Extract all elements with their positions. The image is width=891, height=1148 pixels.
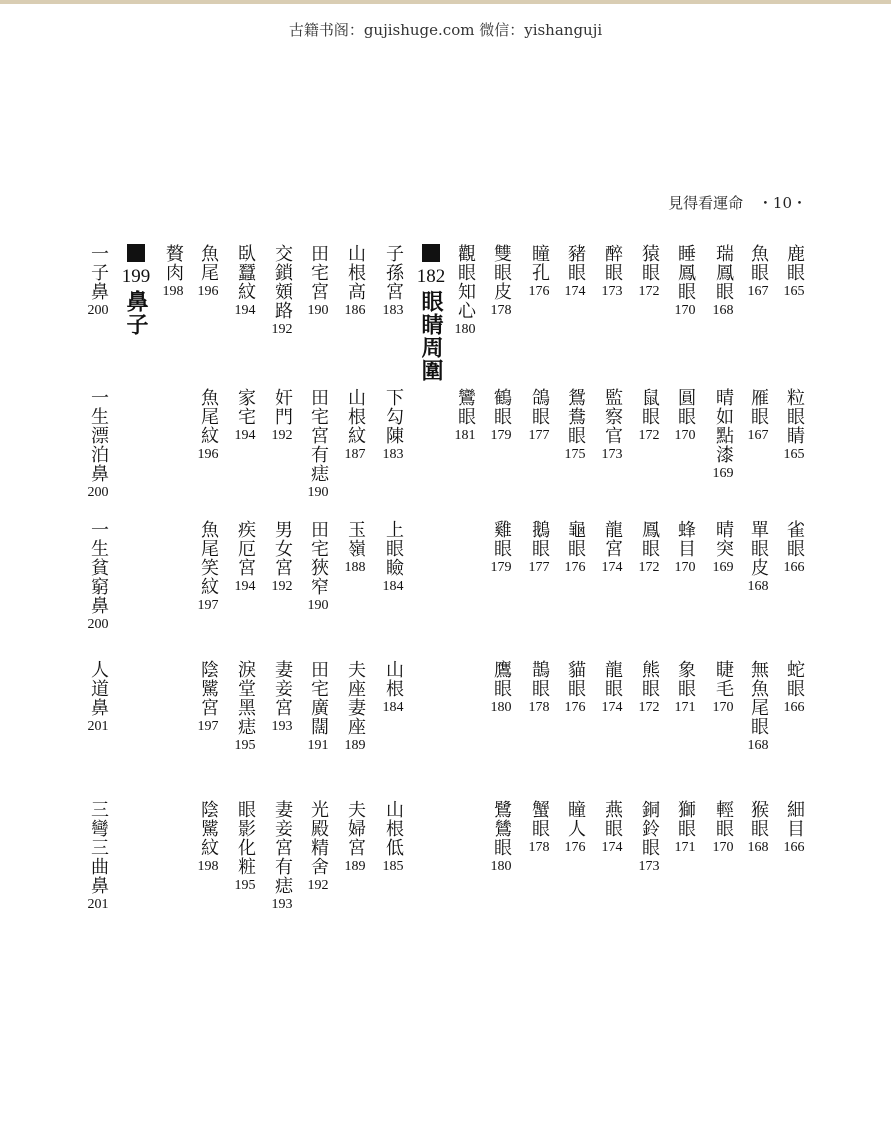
entry-name: 玉嶺	[345, 520, 366, 558]
index-entry	[85, 660, 111, 736]
entry-name: 蛇眼	[784, 660, 805, 698]
entry-page-number: 196	[197, 447, 219, 462]
entry-page-number: 200	[87, 617, 109, 632]
index-entry	[710, 660, 736, 717]
index-entry	[526, 388, 552, 445]
section-marker-square	[127, 244, 145, 262]
index-entry	[342, 800, 368, 876]
entry-page-number: 180	[490, 700, 512, 715]
entry-name: 瞳人	[565, 800, 586, 838]
entry-name: 陰騭宮	[198, 660, 219, 717]
index-entry	[342, 388, 368, 464]
entry-page-number: 172	[638, 284, 660, 299]
index-entry	[526, 660, 552, 717]
watermark: 古籍书阁：gujishuge.com 微信：yishanguji	[288, 21, 603, 39]
index-entry	[85, 244, 111, 320]
index-entry	[672, 244, 698, 320]
entry-name: 眼睛周圍	[418, 290, 444, 382]
index-entry	[745, 520, 771, 596]
index-entry	[232, 800, 258, 895]
entry-name: 魚眼	[748, 244, 769, 282]
entry-name: 一子鼻	[88, 244, 109, 301]
entry-page-number: 194	[234, 579, 256, 594]
index-entry	[562, 520, 588, 577]
entry-page-number: 177	[528, 428, 550, 443]
index-entry	[488, 388, 514, 445]
index-entry	[710, 520, 736, 577]
index-entry	[305, 388, 331, 502]
entry-page-number: 170	[674, 428, 696, 443]
entry-page-number: 167	[747, 284, 769, 299]
entry-name: 山根紋	[345, 388, 366, 445]
entry-name: 醉眼	[602, 244, 623, 282]
index-entry	[488, 800, 514, 876]
entry-page-number: 197	[197, 719, 219, 734]
entry-name: 晴突	[713, 520, 734, 558]
entry-name: 鴿眼	[529, 388, 550, 426]
entry-name: 豬眼	[565, 244, 586, 282]
index-entry	[380, 660, 406, 717]
entry-name: 蜂目	[675, 520, 696, 558]
entry-name: 蟹眼	[529, 800, 550, 838]
entry-page-number: 170	[674, 560, 696, 575]
entry-name: 人道鼻	[88, 660, 109, 717]
entry-page-number: 170	[674, 303, 696, 318]
index-entry	[710, 244, 736, 320]
entry-name: 田宅廣闊	[308, 660, 329, 736]
index-entry	[269, 800, 295, 914]
index-entry	[195, 800, 221, 876]
index-entry	[745, 800, 771, 857]
index-entry	[380, 244, 406, 320]
entry-page-number: 172	[638, 700, 660, 715]
entry-name: 鸞眼	[455, 388, 476, 426]
index-entry	[232, 660, 258, 755]
entry-page-number: 170	[712, 700, 734, 715]
entry-name: 睡鳳眼	[675, 244, 696, 301]
entry-name: 貓眼	[565, 660, 586, 698]
entry-name: 猿眼	[639, 244, 660, 282]
index-entry	[636, 388, 662, 445]
entry-page-number: 201	[87, 897, 109, 912]
entry-page-number: 168	[747, 840, 769, 855]
entry-page-number: 174	[564, 284, 586, 299]
entry-page-number: 171	[674, 840, 696, 855]
index-entry	[745, 660, 771, 755]
entry-name: 眼影化粧	[235, 800, 256, 876]
entry-name: 子孫宮	[383, 244, 404, 301]
index-entry	[380, 520, 406, 596]
entry-page-number: 194	[234, 428, 256, 443]
entry-name: 龜眼	[565, 520, 586, 558]
entry-name: 下勾陳	[383, 388, 404, 445]
entry-page-number: 183	[382, 447, 404, 462]
index-entry	[636, 660, 662, 717]
entry-name: 雀眼	[784, 520, 805, 558]
index-entry	[781, 388, 807, 464]
entry-name: 奸門	[272, 388, 293, 426]
index-entry	[380, 388, 406, 464]
entry-name: 鼻子	[123, 290, 149, 336]
entry-name: 雁眼	[748, 388, 769, 426]
index-entry	[342, 520, 368, 577]
index-entry	[232, 520, 258, 596]
index-entry	[488, 244, 514, 320]
entry-page-number: 190	[307, 303, 329, 318]
entry-name: 雙眼皮	[491, 244, 512, 301]
entry-name: 輕眼	[713, 800, 734, 838]
entry-name: 鶴眼	[491, 388, 512, 426]
entry-name: 魚尾	[198, 244, 219, 282]
entry-name: 上眼瞼	[383, 520, 404, 577]
index-entry	[488, 660, 514, 717]
index-entry	[672, 520, 698, 577]
index-entry	[85, 520, 111, 634]
entry-name: 魚尾笑紋	[198, 520, 219, 596]
entry-name: 夫婦宮	[345, 800, 366, 857]
entry-page-number: 179	[490, 428, 512, 443]
entry-page-number: 200	[87, 485, 109, 500]
entry-page-number: 166	[783, 840, 805, 855]
index-entry	[526, 800, 552, 857]
index-entry	[305, 660, 331, 755]
entry-page-number: 189	[344, 738, 366, 753]
entry-page-number: 188	[344, 560, 366, 575]
section-heading	[418, 244, 444, 382]
entry-page-number: 174	[601, 560, 623, 575]
entry-page-number: 176	[528, 284, 550, 299]
index-entry	[195, 520, 221, 615]
entry-page-number: 198	[197, 859, 219, 874]
entry-name: 晴如點漆	[713, 388, 734, 464]
index-entry	[745, 388, 771, 445]
entry-page-number: 178	[528, 700, 550, 715]
entry-page-number: 180	[454, 322, 476, 337]
entry-page-number: 173	[601, 447, 623, 462]
index-entry	[672, 660, 698, 717]
entry-page-number: 169	[712, 560, 734, 575]
index-entry	[195, 660, 221, 736]
index-entry	[710, 800, 736, 857]
entry-page-number: 194	[234, 303, 256, 318]
entry-name: 雞眼	[491, 520, 512, 558]
entry-name: 淚堂黑痣	[235, 660, 256, 736]
entry-name: 妻妾宮有痣	[272, 800, 293, 895]
entry-name: 燕眼	[602, 800, 623, 838]
book-title: 見得看運命	[668, 194, 744, 212]
index-entry	[599, 244, 625, 301]
entry-page-number: 168	[747, 579, 769, 594]
entry-page-number: 199	[121, 266, 151, 287]
index-entry	[452, 244, 478, 339]
entry-page-number: 182	[416, 266, 446, 287]
entry-page-number: 166	[783, 700, 805, 715]
entry-name: 瞳孔	[529, 244, 550, 282]
entry-name: 瑞鳳眼	[713, 244, 734, 301]
entry-name: 一生漂泊鼻	[88, 388, 109, 483]
entry-name: 熊眼	[639, 660, 660, 698]
entry-page-number: 174	[601, 840, 623, 855]
entry-name: 臥蠶紋	[235, 244, 256, 301]
index-entry	[710, 388, 736, 483]
index-entry	[232, 244, 258, 320]
entry-name: 山根	[383, 660, 404, 698]
entry-name: 男女宮	[272, 520, 293, 577]
entry-page-number: 165	[783, 447, 805, 462]
entry-name: 龍眼	[602, 660, 623, 698]
index-entry	[526, 244, 552, 301]
index-entry	[636, 244, 662, 301]
entry-name: 睫毛	[713, 660, 734, 698]
index-entry	[305, 800, 331, 895]
entry-page-number: 200	[87, 303, 109, 318]
entry-page-number: 185	[382, 859, 404, 874]
index-entry	[305, 520, 331, 615]
page-number: ・10・	[757, 194, 807, 212]
index-entry	[269, 388, 295, 445]
index-entry	[599, 660, 625, 717]
entry-page-number: 195	[234, 738, 256, 753]
index-entry	[636, 800, 662, 876]
entry-page-number: 178	[490, 303, 512, 318]
entry-page-number: 172	[638, 428, 660, 443]
entry-name: 鹿眼	[784, 244, 805, 282]
index-entry	[599, 388, 625, 464]
entry-name: 陰騭紋	[198, 800, 219, 857]
index-entry	[195, 244, 221, 301]
entry-page-number: 198	[162, 284, 184, 299]
entry-name: 猴眼	[748, 800, 769, 838]
entry-name: 山根低	[383, 800, 404, 857]
entry-name: 三彎三曲鼻	[88, 800, 109, 895]
index-entry	[562, 388, 588, 464]
entry-name: 鼠眼	[639, 388, 660, 426]
entry-name: 鳳眼	[639, 520, 660, 558]
entry-page-number: 176	[564, 700, 586, 715]
entry-name: 山根高	[345, 244, 366, 301]
entry-page-number: 176	[564, 560, 586, 575]
entry-page-number: 170	[712, 840, 734, 855]
entry-name: 田宅狹窄	[308, 520, 329, 596]
entry-name: 光殿精舍	[308, 800, 329, 876]
index-entry	[562, 800, 588, 857]
entry-name: 圓眼	[675, 388, 696, 426]
entry-name: 妻妾宮	[272, 660, 293, 717]
index-entry	[672, 800, 698, 857]
entry-page-number: 171	[674, 700, 696, 715]
entry-page-number: 181	[454, 428, 476, 443]
entry-page-number: 192	[271, 322, 293, 337]
index-entry	[269, 520, 295, 596]
entry-page-number: 190	[307, 598, 329, 613]
entry-page-number: 165	[783, 284, 805, 299]
index-entry	[562, 244, 588, 301]
index-entry	[745, 244, 771, 301]
entry-name: 夫座妻座	[345, 660, 366, 736]
entry-page-number: 192	[271, 579, 293, 594]
entry-name: 獅眼	[675, 800, 696, 838]
index-entry	[452, 388, 478, 445]
entry-name: 鷹眼	[491, 660, 512, 698]
index-entry	[269, 244, 295, 339]
entry-page-number: 186	[344, 303, 366, 318]
entry-name: 鴛鴦眼	[565, 388, 586, 445]
entry-name: 粒眼睛	[784, 388, 805, 445]
index-entry	[599, 520, 625, 577]
entry-page-number: 177	[528, 560, 550, 575]
index-entry	[781, 244, 807, 301]
index-entry	[599, 800, 625, 857]
index-entry	[305, 244, 331, 320]
index-entry	[380, 800, 406, 876]
entry-page-number: 178	[528, 840, 550, 855]
entry-name: 銅鈴眼	[639, 800, 660, 857]
entry-page-number: 192	[307, 878, 329, 893]
entry-page-number: 166	[783, 560, 805, 575]
entry-name: 贅肉	[163, 244, 184, 282]
section-heading	[123, 244, 149, 336]
entry-name: 象眼	[675, 660, 696, 698]
index-entry	[342, 660, 368, 755]
entry-page-number: 176	[564, 840, 586, 855]
entry-page-number: 191	[307, 738, 329, 753]
entry-name: 細目	[784, 800, 805, 838]
entry-page-number: 195	[234, 878, 256, 893]
entry-page-number: 168	[747, 738, 769, 753]
entry-page-number: 193	[271, 897, 293, 912]
entry-name: 單眼皮	[748, 520, 769, 577]
entry-page-number: 183	[382, 303, 404, 318]
entry-name: 無魚尾眼	[748, 660, 769, 736]
entry-name: 家宅	[235, 388, 256, 426]
entry-page-number: 168	[712, 303, 734, 318]
index-entry	[562, 660, 588, 717]
entry-name: 魚尾紋	[198, 388, 219, 445]
index-entry	[232, 388, 258, 445]
entry-page-number: 180	[490, 859, 512, 874]
index-entry	[85, 800, 111, 914]
entry-name: 交鎖頞路	[272, 244, 293, 320]
entry-name: 田宅宮有痣	[308, 388, 329, 483]
entry-name: 一生貧窮鼻	[88, 520, 109, 615]
entry-page-number: 172	[638, 560, 660, 575]
entry-page-number: 175	[564, 447, 586, 462]
entry-name: 監察官	[602, 388, 623, 445]
entry-name: 疾厄宮	[235, 520, 256, 577]
index-entry	[526, 520, 552, 577]
index-entry	[160, 244, 186, 301]
entry-page-number: 173	[601, 284, 623, 299]
entry-page-number: 193	[271, 719, 293, 734]
entry-name: 觀眼知心	[455, 244, 476, 320]
entry-name: 田宅宮	[308, 244, 329, 301]
entry-page-number: 197	[197, 598, 219, 613]
index-entry	[488, 520, 514, 577]
entry-page-number: 184	[382, 700, 404, 715]
entry-name: 龍宮	[602, 520, 623, 558]
index-entry	[636, 520, 662, 577]
entry-page-number: 179	[490, 560, 512, 575]
entry-page-number: 196	[197, 284, 219, 299]
entry-name: 鷺鷥眼	[491, 800, 512, 857]
section-marker-square	[422, 244, 440, 262]
index-entry	[781, 660, 807, 717]
entry-page-number: 169	[712, 466, 734, 481]
entry-page-number: 201	[87, 719, 109, 734]
entry-page-number: 173	[638, 859, 660, 874]
index-entry	[781, 800, 807, 857]
entry-page-number: 190	[307, 485, 329, 500]
index-entry	[672, 388, 698, 445]
index-entry	[342, 244, 368, 320]
index-entry	[781, 520, 807, 577]
entry-page-number: 187	[344, 447, 366, 462]
entry-page-number: 184	[382, 579, 404, 594]
entry-page-number: 174	[601, 700, 623, 715]
entry-page-number: 189	[344, 859, 366, 874]
index-entry	[85, 388, 111, 502]
index-entry	[195, 388, 221, 464]
index-entry	[269, 660, 295, 736]
entry-name: 鵲眼	[529, 660, 550, 698]
entry-page-number: 192	[271, 428, 293, 443]
entry-page-number: 167	[747, 428, 769, 443]
entry-name: 鵝眼	[529, 520, 550, 558]
